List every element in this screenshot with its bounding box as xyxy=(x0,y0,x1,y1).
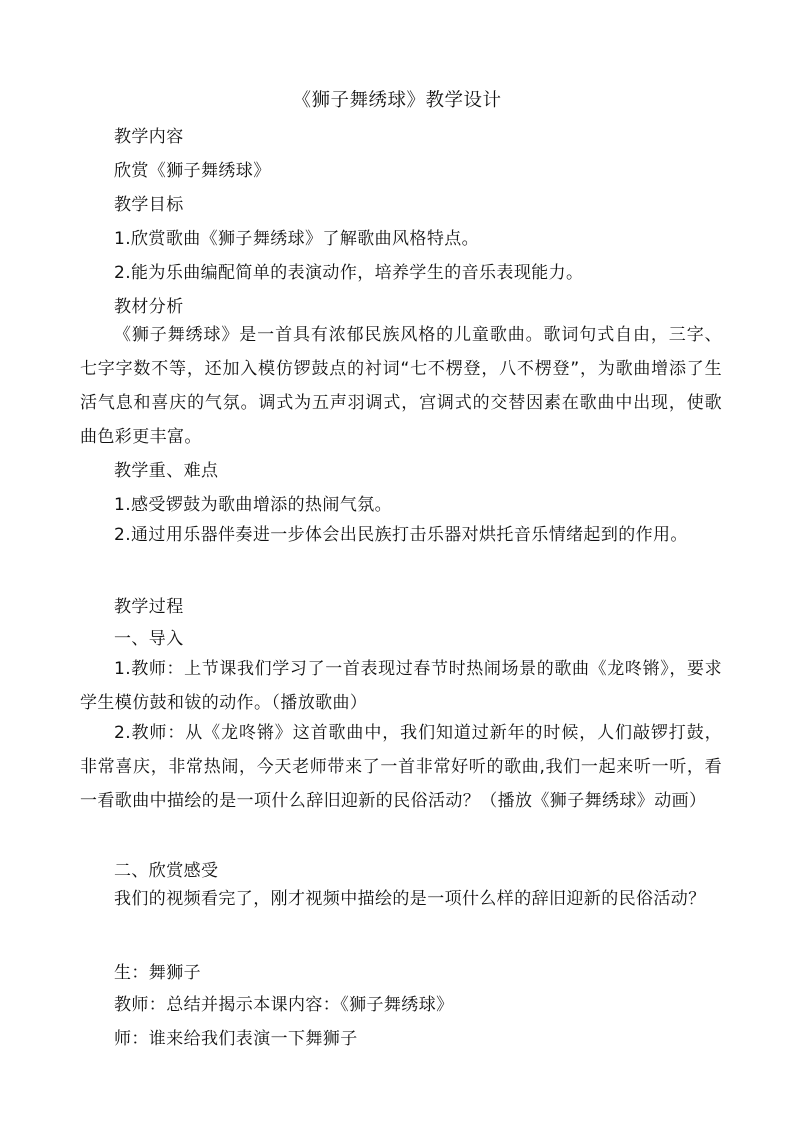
step1-heading: 一、导入 xyxy=(114,629,184,649)
teacher-prompt: 师：谁来给我们表演一下舞狮子 xyxy=(114,1029,358,1049)
goal-item-2: 2.能为乐曲编配简单的表演动作，培养学生的音乐表现能力。 xyxy=(114,263,584,283)
teacher-summary: 教师：总结并揭示本课内容：《狮子舞绣球》 xyxy=(114,995,454,1015)
step1-item-1: 1.教师：上节课我们学习了一首表现过春节时热闹场景的歌曲《龙咚锵》，要求学生模仿鼓和钹的动作。（播放歌曲） xyxy=(80,659,722,713)
document-title: 《狮子舞绣球》教学设计 xyxy=(292,90,502,111)
analysis-paragraph: 《狮子舞绣球》是一首具有浓郁民族风格的儿童歌曲。歌词句式自由，三字、七字字数不等，还加入模仿锣鼓点的衬词“七不楞登，八不楞登”，为歌曲增添了生活气息和喜庆的气氛。调式为五声羽调式，宫调式的交替因素在歌曲中出现，使歌曲色彩更丰富。 xyxy=(80,325,722,447)
goal-item-1: 1.欣赏歌曲《狮子舞绣球》了解歌曲风格特点。 xyxy=(114,229,480,249)
process-heading: 教学过程 xyxy=(114,597,184,617)
step2-paragraph: 我们的视频看完了，刚才视频中描绘的是一项什么样的辞旧迎新的民俗活动？ xyxy=(114,889,706,909)
goals-heading: 教学目标 xyxy=(114,195,184,215)
step1-item-2: 2.教师：从《龙咚锵》这首歌曲中，我们知道过新年的时候，人们敲锣打鼓，非常喜庆，非常热闹，今天老师带来了一首非常好听的歌曲,我们一起来听一听，看一看歌曲中描绘的是一项什么辞旧迎新的民俗活动？（播放《狮子舞绣球》动画） xyxy=(80,723,722,811)
key-point-1: 1.感受锣鼓为歌曲增添的热闹气氛。 xyxy=(114,495,393,515)
step2-heading: 二、欣赏感受 xyxy=(114,861,219,881)
content-text: 欣赏《狮子舞绣球》 xyxy=(114,161,271,181)
key-point-2: 2.通过用乐器伴奏进一步体会出民族打击乐器对烘托音乐情绪起到的作用。 xyxy=(114,525,688,545)
key-points-heading: 教学重、难点 xyxy=(114,461,219,481)
content-heading: 教学内容 xyxy=(114,127,184,147)
analysis-heading: 教材分析 xyxy=(114,297,184,317)
student-answer: 生：舞狮子 xyxy=(114,963,201,983)
